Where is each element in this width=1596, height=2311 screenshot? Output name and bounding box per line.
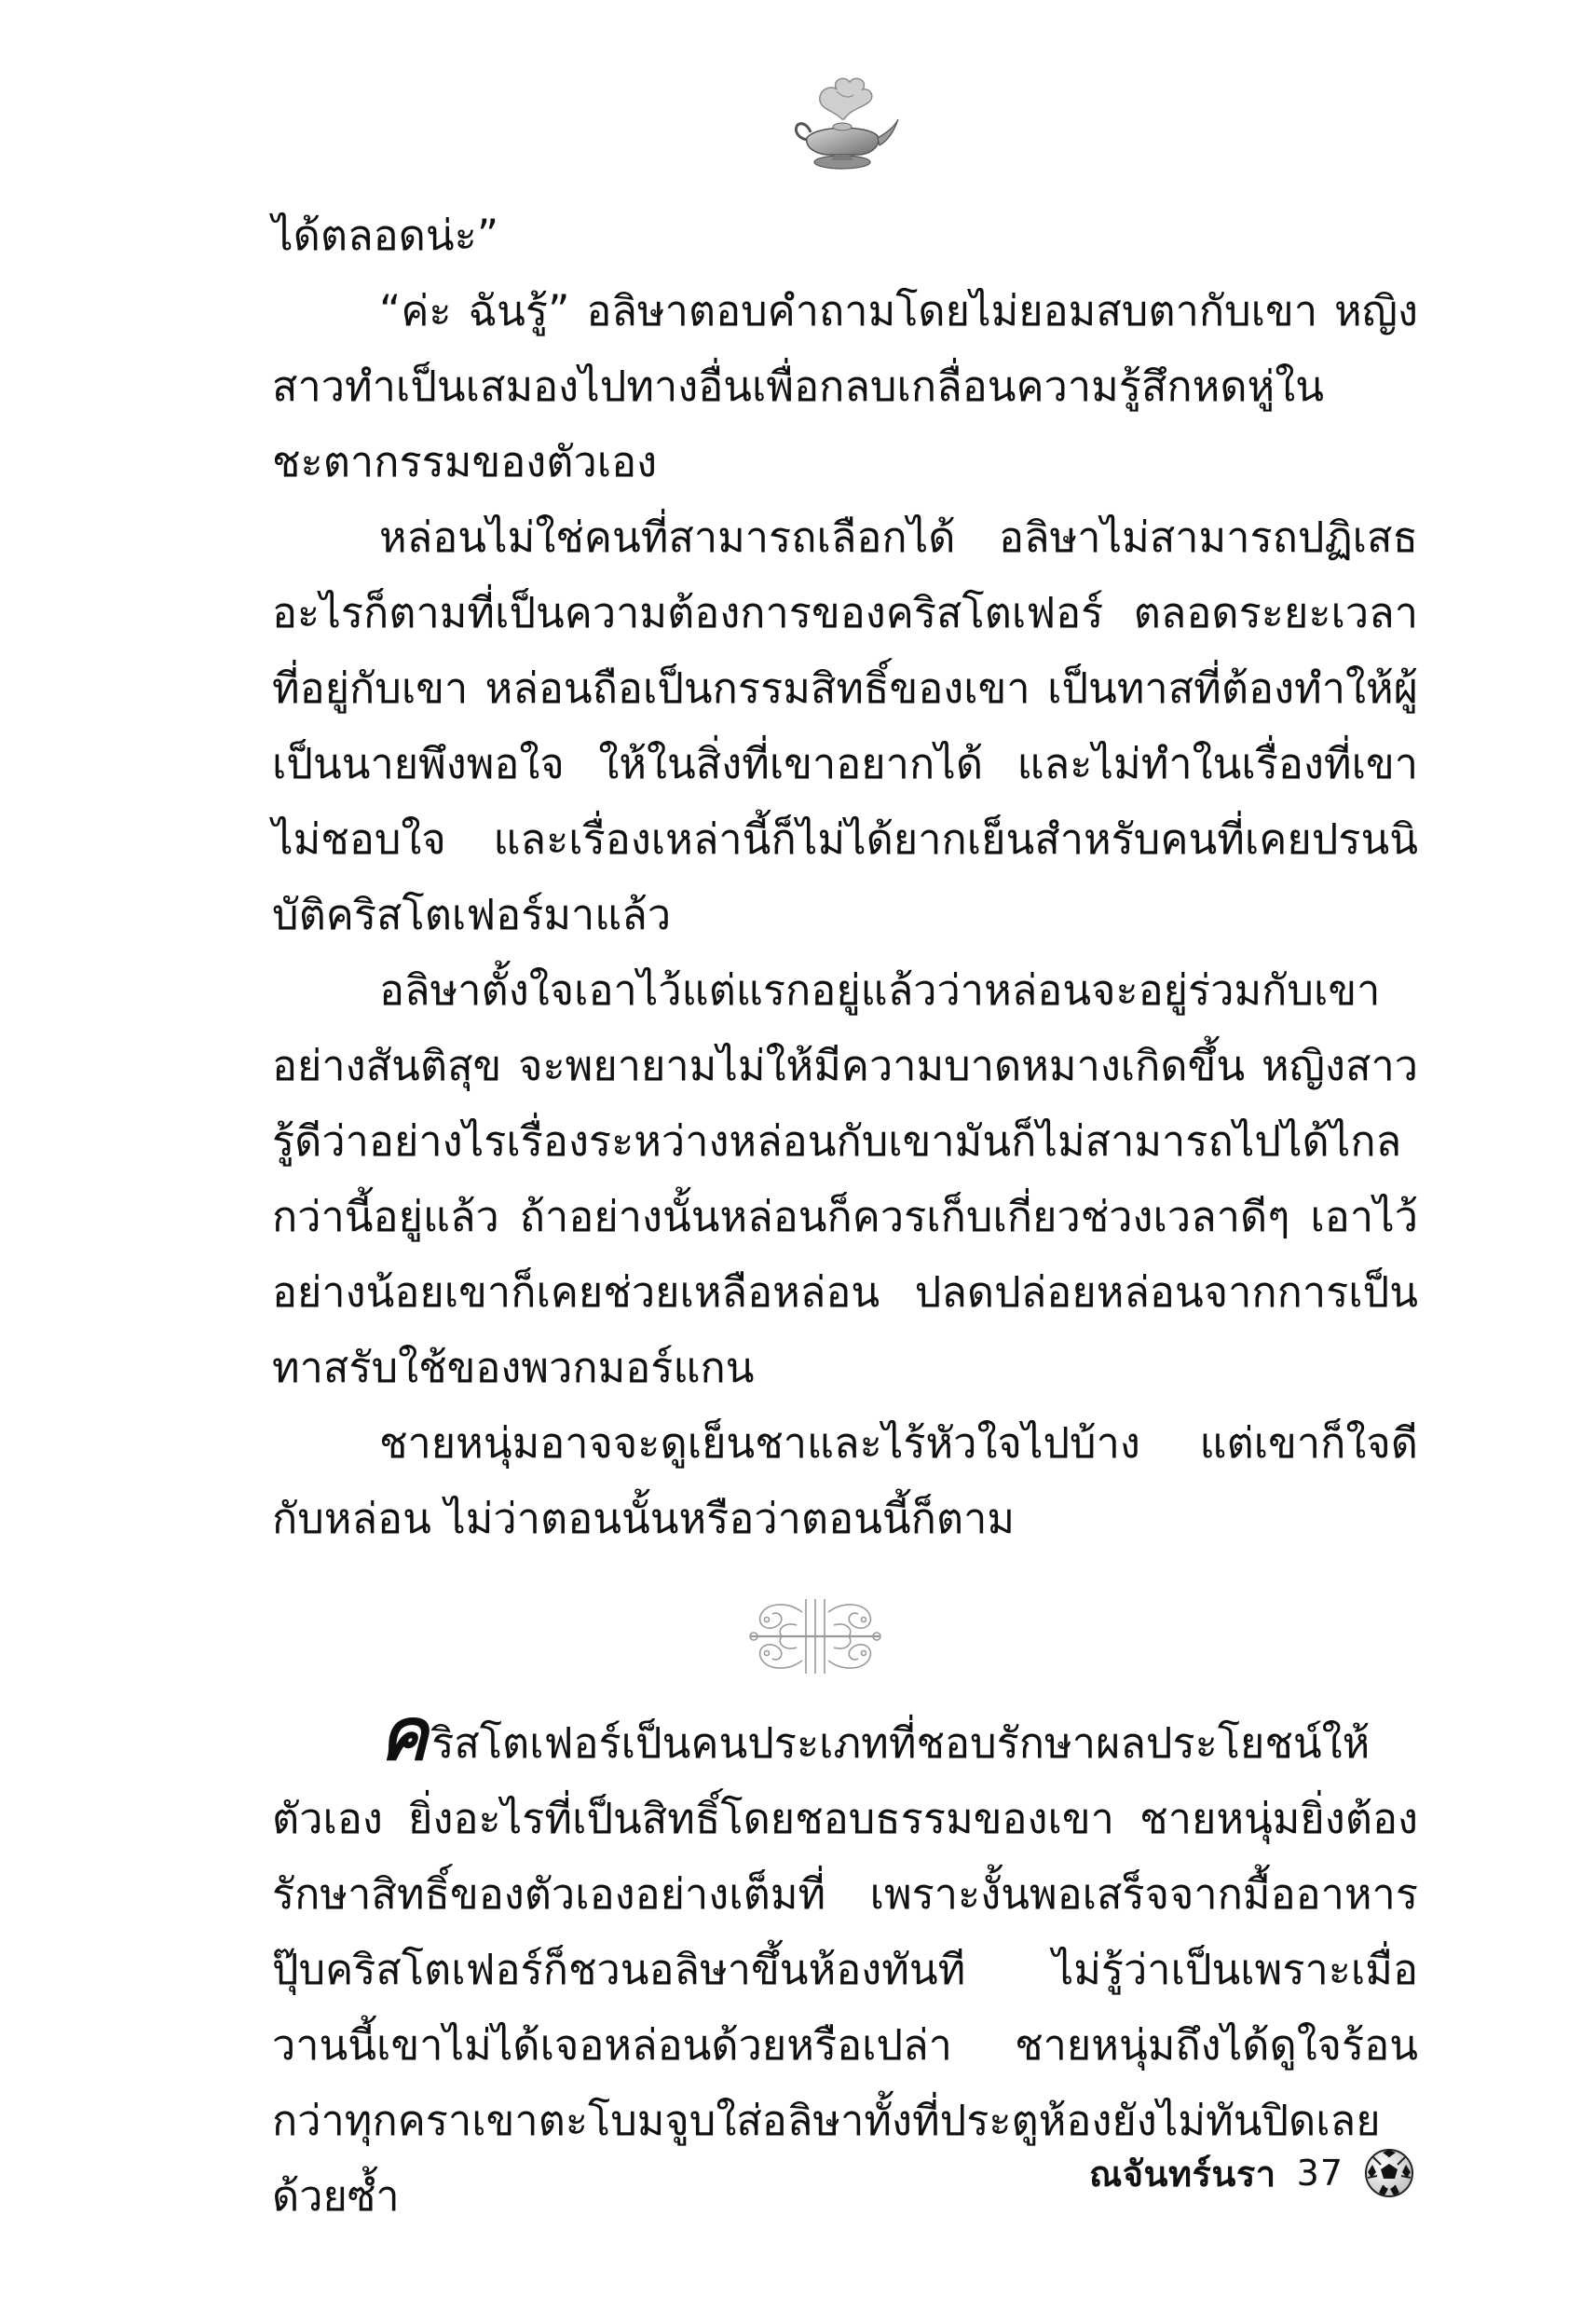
paragraph: “ค่ะ ฉันรู้” อลิษาตอบคำถามโดยไม่ยอมสบตากับเขา หญิงสาวทำเป็นเสมองไปทางอื่นเพื่อกลบเกลื่อนความรู้สึกหดหู่ในชะตากรรมของตัวเอง — [272, 286, 1418, 486]
drop-cap: ค — [379, 1693, 429, 1777]
paragraph: อลิษาตั้งใจเอาไว้แต่แรกอยู่แล้วว่าหล่อนจะอยู่ร่วมกับเขาอย่างสันติสุข จะพยายามไม่ให้มีความบาดหมางเกิดขึ้น หญิงสาวรู้ดีว่าอย่างไรเรื่องระหว่างหล่อนกับเขามันก็ไม่สามารถไปได้ไกลกว่านี้อยู่แล้ว ถ้าอย่างนั้นหล่อนก็ควรเก็บเกี่ยวช่วงเวลาดีๆ เอาไว้อย่างน้อยเขาก็เคยช่วยเหลือหล่อน ปลดปล่อยหล่อนจากการเป็นทาสรับใช้ของพวกมอร์แกน — [272, 965, 1418, 1392]
ornamental-divider-icon — [741, 1593, 890, 1679]
paragraph: ชายหนุ่มอาจจะดูเย็นชาและไร้หัวใจไปบ้าง แต่เขาก็ใจดีกับหล่อน ไม่ว่าตอนนั้นหรือว่าตอนนี้ก็ตาม — [272, 1418, 1418, 1543]
genie-lamp-icon — [788, 73, 900, 173]
paragraph: ได้ตลอดน่ะ” — [272, 211, 499, 260]
body-text-upper — [272, 198, 1418, 1556]
page-footer — [1089, 2145, 1414, 2201]
paragraph: หล่อนไม่ใช่คนที่สามารถเลือกได้ อลิษาไม่สามารถปฏิเสธอะไรก็ตามที่เป็นความต้องการของคริสโตเฟอร์ ตลอดระยะเวลาที่อยู่กับเขา หล่อนถือเป็นกรรมสิทธิ์ของเขา เป็นทาสที่ต้องทำให้ผู้เป็นนายพึงพอใจ ให้ในสิ่งที่เขาอยากได้ และไม่ทำในเรื่องที่เขาไม่ชอบใจ และเรื่องเหล่านี้ก็ไม่ได้ยากเย็นสำหรับคนที่เคยปรนนิบัติคริสโตเฟอร์มาแล้ว — [272, 513, 1418, 939]
soccer-ball-icon — [1364, 2148, 1414, 2198]
page-number: 37 — [1296, 2153, 1344, 2194]
author-name: ณจันทร์นรา — [1088, 2153, 1276, 2195]
paragraph-body: ริสโตเฟอร์เป็นคนประเภทที่ชอบรักษาผลประโยชน์ให้ตัวเอง ยิ่งอะไรที่เป็นสิทธิ์โดยชอบธรรมของเขา ชายหนุ่มยิ่งต้องรักษาสิทธิ์ของตัวเองอย่างเต็มที่ เพราะงั้นพอเสร็จจากมื้ออาหารปุ๊บคริสโตเฟอร์ก็ชวนอลิษาขึ้นห้องทันที ไม่รู้ว่าเป็นเพราะเมื่อวานนี้เขาไม่ได้เจอหล่อนด้วยหรือเปล่า ชายหนุ่มถึงได้ดูใจร้อนกว่าทุกคราเขาตะโบมจูบใส่อลิษาทั้งที่ประตูห้องยังไม่ทันปิดเลยด้วยซ้ำ — [272, 1718, 1418, 2221]
